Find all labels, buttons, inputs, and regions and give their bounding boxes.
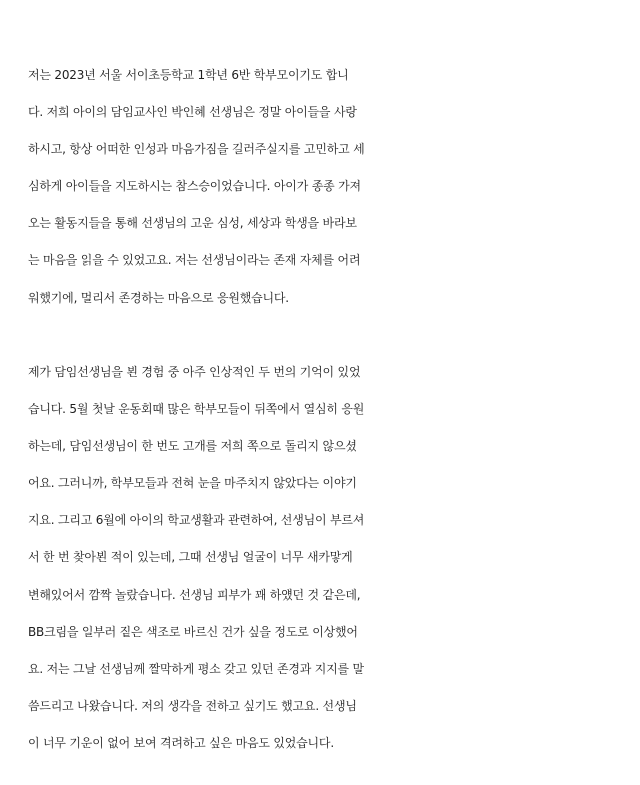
text-line: 이 너무 기운이 없어 보여 격려하고 싶은 마음도 있었습니다. xyxy=(28,735,334,750)
text-line: 요. 저는 그날 선생님께 짤막하게 평소 갖고 있던 존경과 지지를 말 xyxy=(28,661,364,676)
text-line: 워했기에, 멀리서 존경하는 마음으로 응원했습니다. xyxy=(28,290,289,305)
text-line: 심하게 아이들을 지도하시는 참스승이었습니다. 아이가 종종 가져 xyxy=(28,179,361,194)
text-line: 제가 담임선생님을 뵌 경험 중 아주 인상적인 두 번의 기억이 있었 xyxy=(28,365,361,379)
text-line: 다. 저희 아이의 담임교사인 박인혜 선생님은 정말 아이들을 사랑 xyxy=(28,105,357,120)
text-line: 하는데, 담임선생님이 한 번도 고개를 저희 쪽으로 돌리지 않으셨 xyxy=(28,439,357,454)
paragraph-1 xyxy=(28,57,628,317)
text-line: 씀드리고 나왔습니다. 저의 생각을 전하고 싶기도 했고요. 선생님 xyxy=(28,698,357,713)
text-line: 습니다. 5월 첫날 운동회때 많은 학부모들이 뒤쪽에서 열심히 응원 xyxy=(28,402,365,417)
text-line: 하시고, 항상 어떠한 인성과 마음가짐을 길러주실지를 고민하고 세 xyxy=(28,142,365,157)
text-line: 오는 활동지들을 통해 선생님의 고운 심성, 세상과 학생을 바라보 xyxy=(28,216,357,231)
text-line: BB크림을 일부러 짙은 색조로 바르신 건가 싶을 정도로 이상했어 xyxy=(28,624,358,639)
text-line: 어요. 그러니까, 학부모들과 전혀 눈을 마주치지 않았다는 이야기 xyxy=(28,476,357,491)
text-line: 서 한 번 찾아뵌 적이 있는데, 그때 선생님 얼굴이 너무 새카맣게 xyxy=(28,550,353,565)
text-line: 는 마음을 읽을 수 있었고요. 저는 선생님이라는 존재 자체를 어려 xyxy=(28,253,361,268)
text-line: 저는 2023년 서울 서이초등학교 1학년 6반 학부모이기도 합니 xyxy=(28,68,349,82)
text-line: 지요. 그리고 6월에 아이의 학교생활과 관련하여, 선생님이 부르셔 xyxy=(28,513,365,528)
paragraph-2 xyxy=(28,354,628,762)
text-line: 변해있어서 깜짝 놀랐습니다. 선생님 피부가 꽤 하얬던 것 같은데, xyxy=(28,587,361,602)
